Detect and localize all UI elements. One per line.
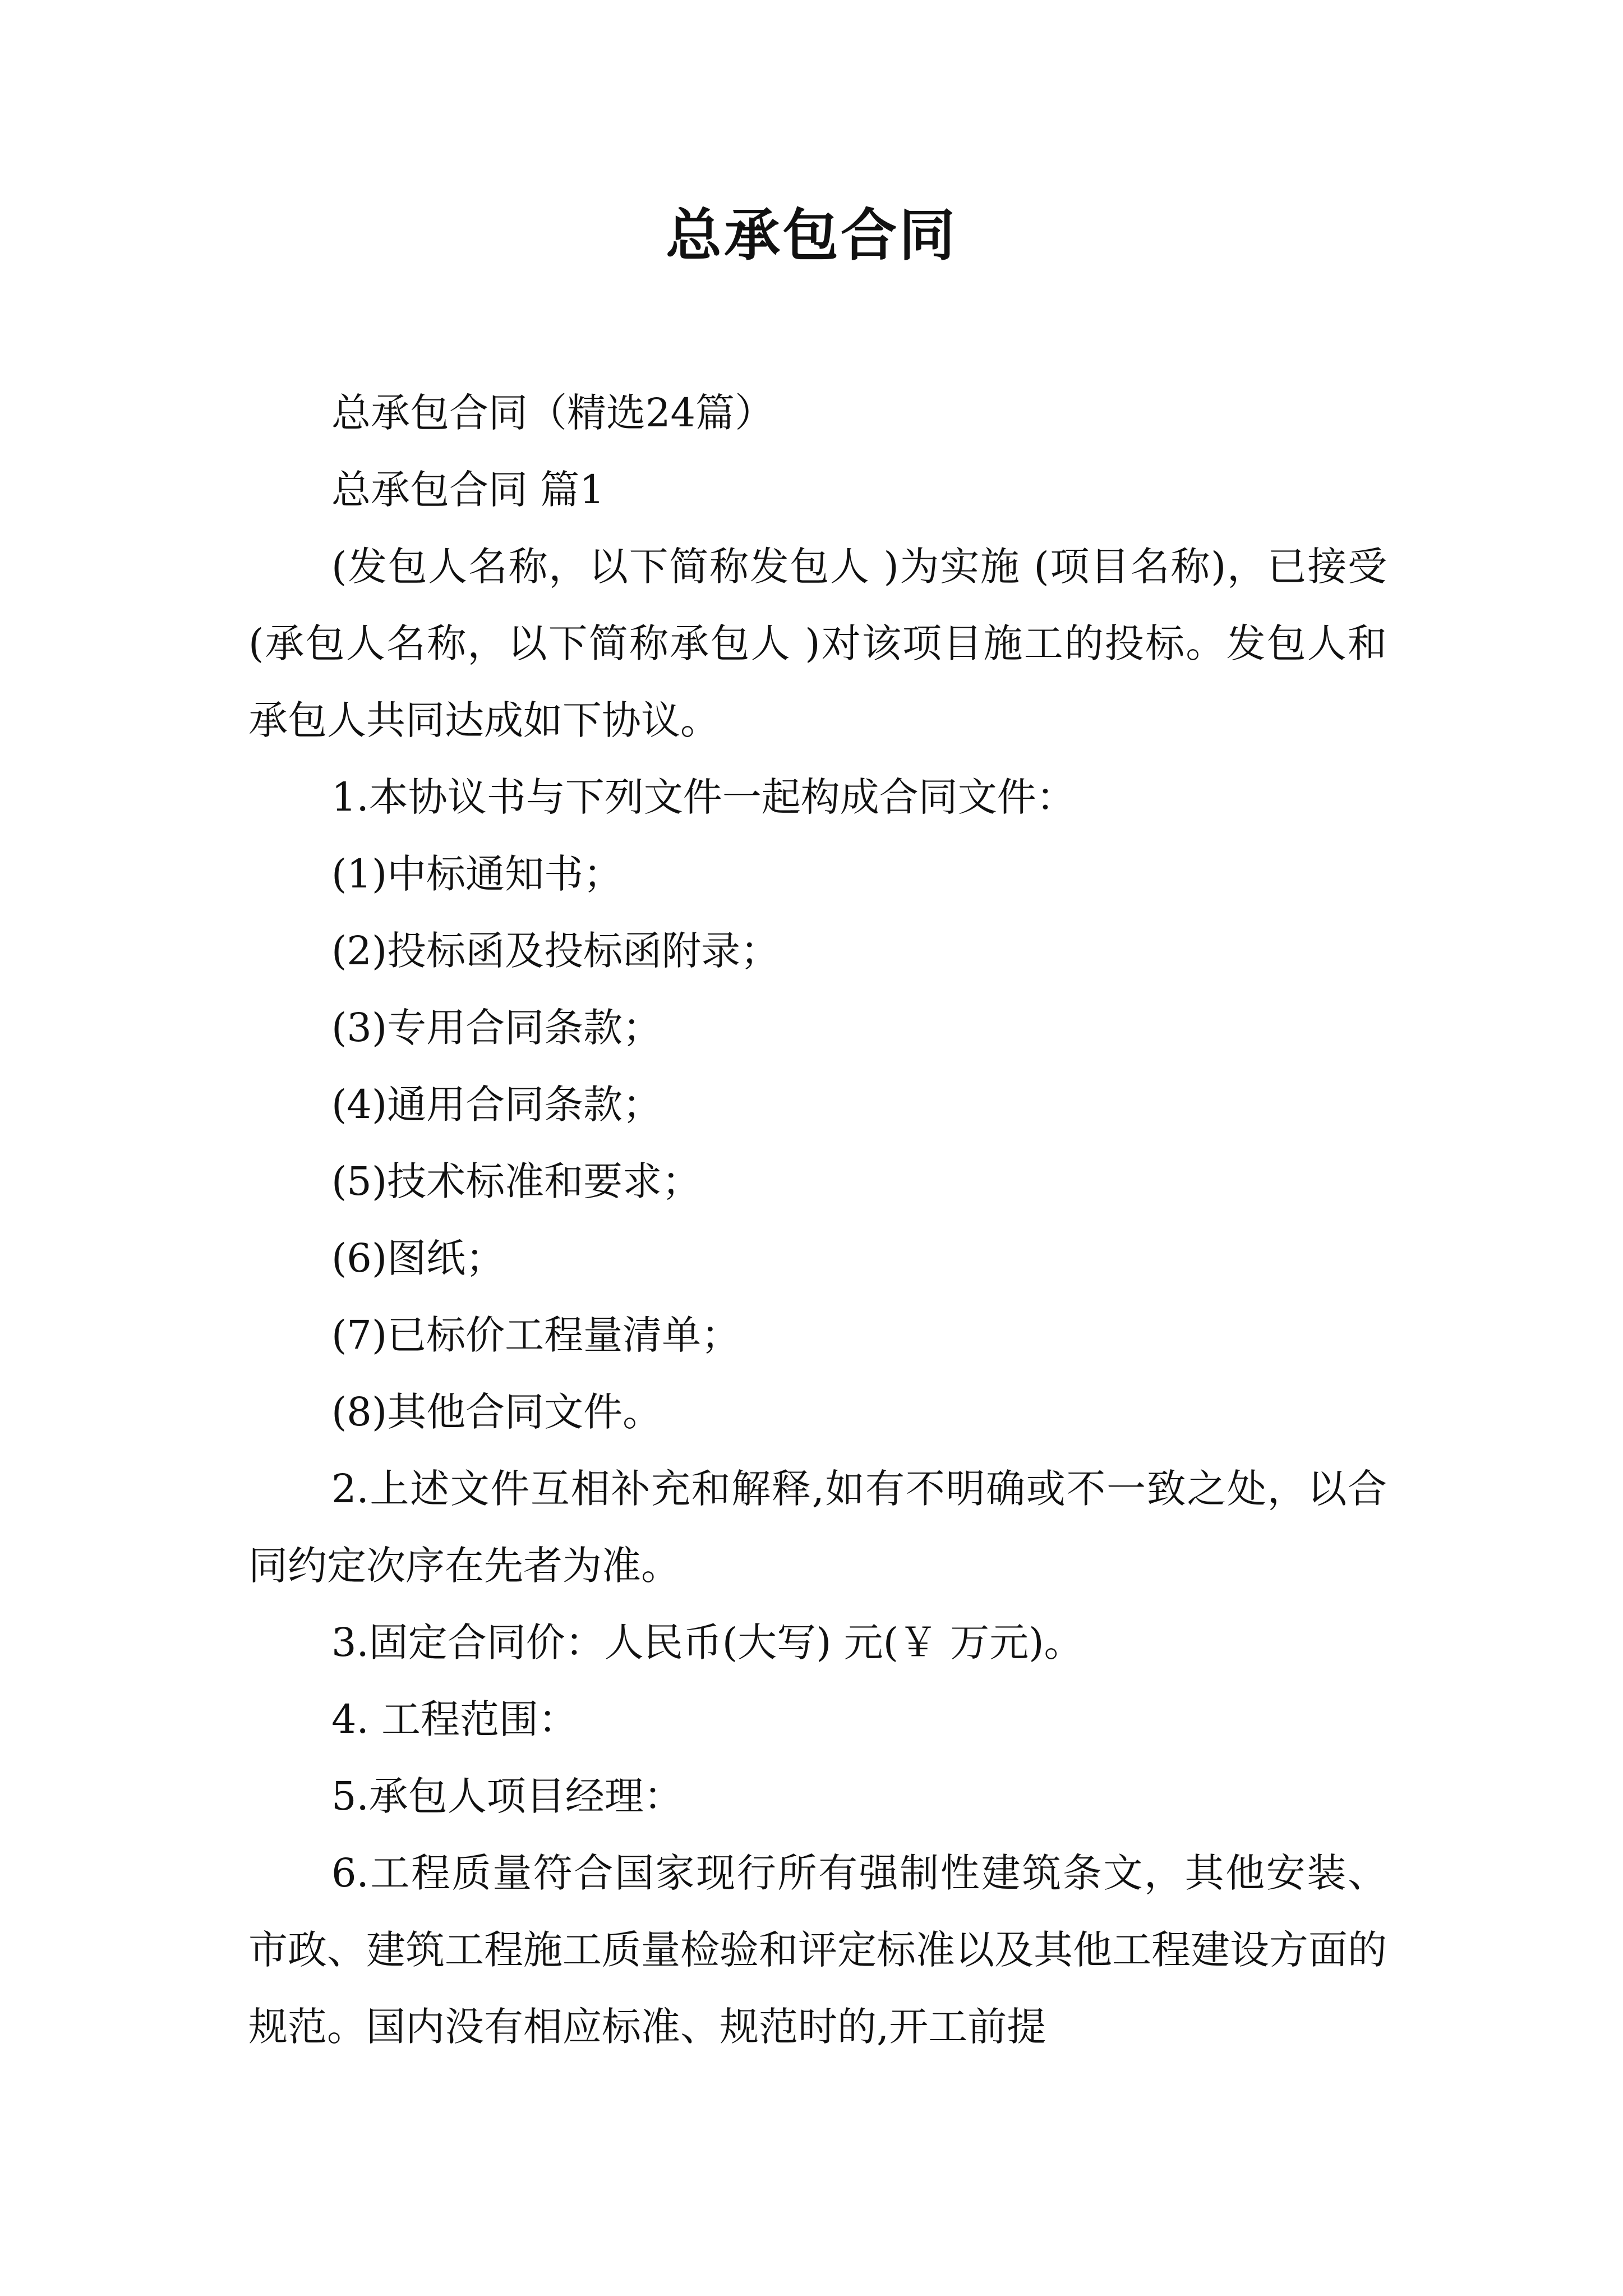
paragraph-list-item-1: (1)中标通知书； bbox=[331, 851, 623, 897]
paragraph-list-item-8: (8)其他合同文件。 bbox=[331, 1389, 662, 1435]
paragraph-list-item-5: (5)技术标准和要求； bbox=[331, 1158, 702, 1204]
paragraph-list-item-2: (2)投标函及投标函附录； bbox=[331, 928, 780, 974]
paragraph-clause-3: 3.固定合同价：人民币(大写) 元(￥ 万元)。 bbox=[331, 1619, 1083, 1665]
paragraph-clause-1: 1.本协议书与下列文件一起构成合同文件： bbox=[331, 774, 1076, 820]
paragraph-section-heading: 总承包合同 篇1 bbox=[331, 467, 605, 513]
paragraph-list-item-3: (3)专用合同条款； bbox=[331, 1005, 662, 1051]
paragraph-subtitle: 总承包合同（精选24篇） bbox=[331, 390, 774, 436]
document-title: 总承包合同 bbox=[666, 203, 957, 268]
paragraph-preamble: (发包人名称，以下简称发包人 )为实施 (项目名称)，已接受 (承包人名称，以下简称承包人 )对该项目施工的投标。发包人和承包人共同达成如下协议。 bbox=[248, 544, 1387, 743]
paragraph-list-item-4: (4)通用合同条款； bbox=[331, 1082, 662, 1128]
paragraph-clause-6: 6.工程质量符合国家现行所有强制性建筑条文，其他安装、市政、建筑工程施工质量检验和评定标准以及其他工程建设方面的规范。国内没有相应标准、规范时的,开工前提 bbox=[248, 1850, 1387, 2050]
document-body bbox=[248, 375, 1387, 2065]
paragraph-list-item-6: (6)图纸； bbox=[331, 1235, 505, 1281]
paragraph-clause-4: 4. 工程范围： bbox=[331, 1696, 578, 1742]
paragraph-clause-2: 2.上述文件互相补充和解释,如有不明确或不一致之处，以合同约定次序在先者为准。 bbox=[248, 1466, 1387, 1589]
paragraph-clause-5: 5.承包人项目经理： bbox=[331, 1773, 683, 1819]
paragraph-list-item-7: (7)已标价工程量清单； bbox=[331, 1312, 741, 1358]
